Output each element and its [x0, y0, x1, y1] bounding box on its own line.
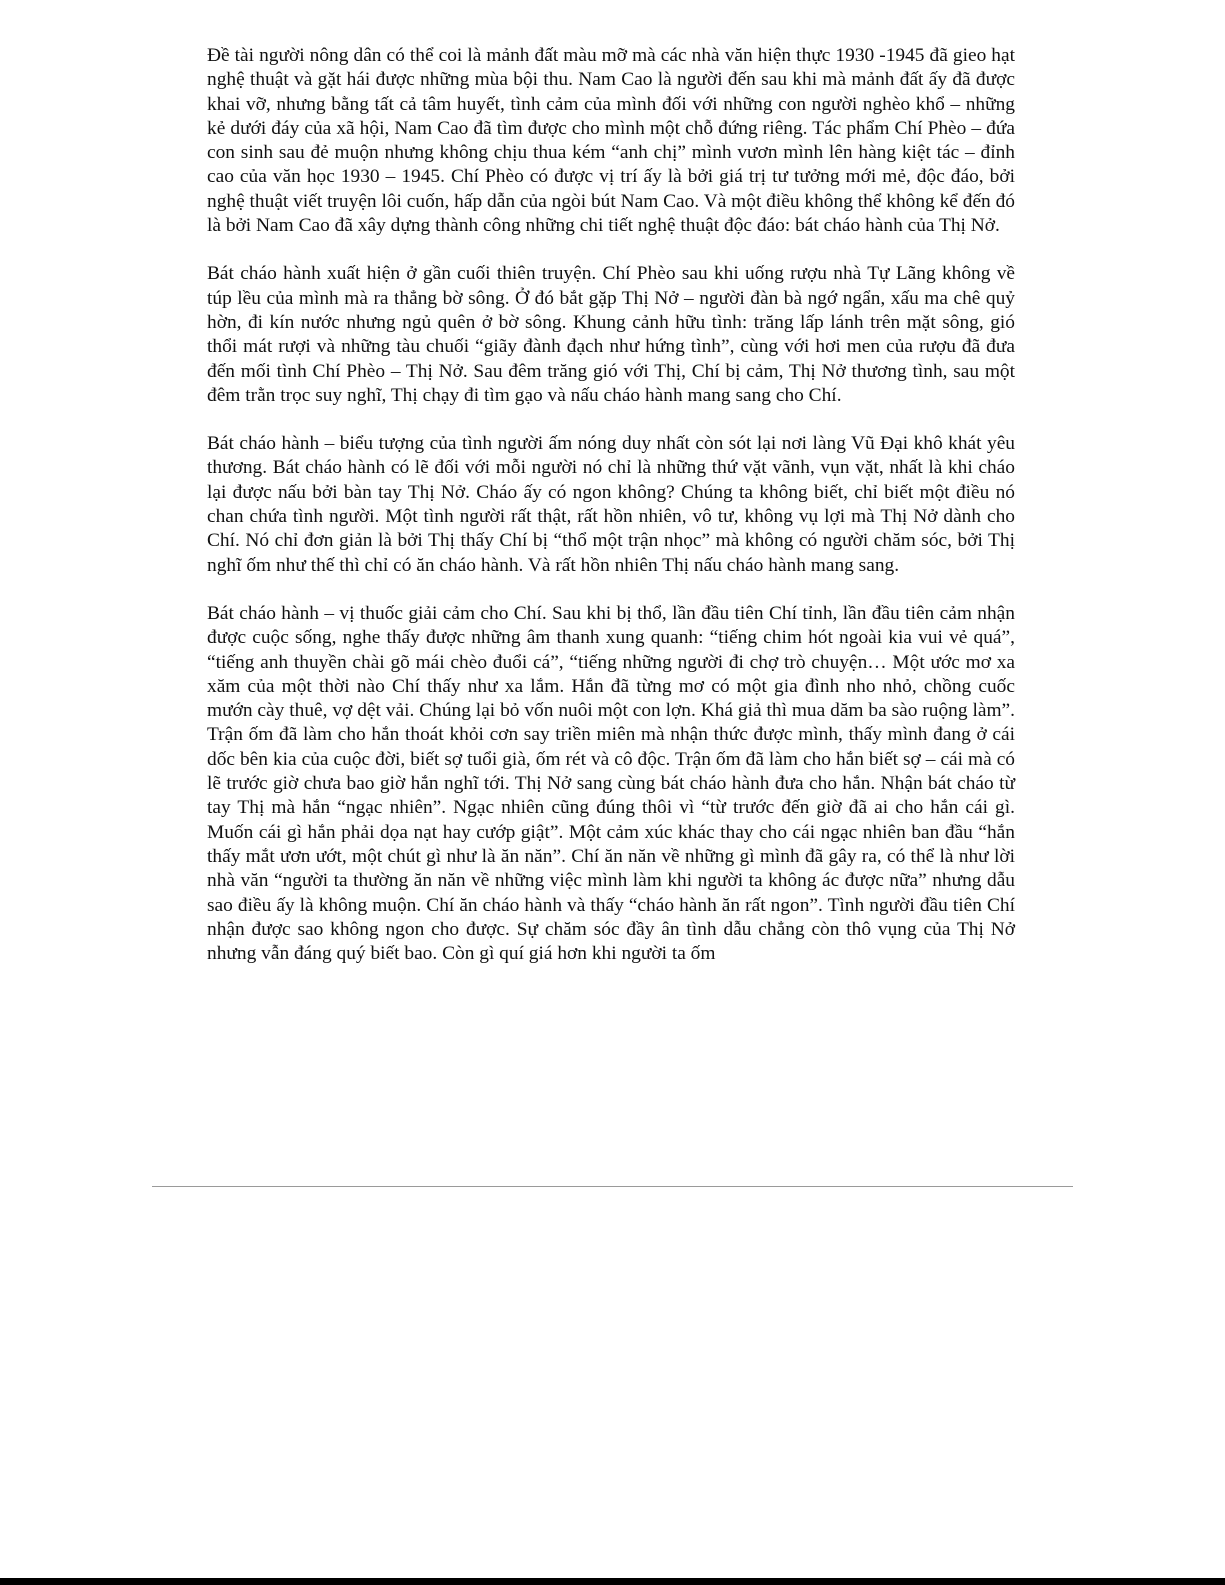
bottom-edge-bar [0, 1578, 1225, 1585]
page-divider [152, 1186, 1073, 1187]
paragraph-intro: Đề tài người nông dân có thể coi là mảnh đất màu mỡ mà các nhà văn hiện thực 1930 -1945 đã gieo hạt nghệ thuật và gặt hái được những mùa bội thu. Nam Cao là người đến sau khi mà mảnh đất ấy đã được khai vỡ, nhưng bằng tất cả tâm huyết, tình cảm của mình đối với những con người nghèo khổ – những kẻ dưới đáy của xã hội, Nam Cao đã tìm được cho mình một chỗ đứng riêng. Tác phẩm Chí Phèo – đứa con sinh sau đẻ muộn nhưng không chịu thua kém “anh chị” mình vươn mình lên hàng kiệt tác – đỉnh cao của văn học 1930 – 1945. Chí Phèo có được vị trí ấy là bởi giá trị tư tưởng mới mẻ, độc đáo, bởi nghệ thuật viết truyện lôi cuốn, hấp dẫn của ngòi bút Nam Cao. Và một điều không thể không kể đến đó là bởi Nam Cao đã xây dựng thành công những chi tiết nghệ thuật độc đáo: bát cháo hành của Thị Nở. [207, 45, 1015, 237]
document-body [207, 44, 1015, 990]
paragraph-symbol: Bát cháo hành – biểu tượng của tình người ấm nóng duy nhất còn sót lại nơi làng Vũ Đại khô khát yêu thương. Bát cháo hành có lẽ đối với mỗi người nó chỉ là những thứ vặt vãnh, vụn vặt, nhất là khi cháo lại được nấu bởi bàn tay Thị Nở. Cháo ấy có ngon không? Chúng ta không biết, chỉ biết một điều nó chan chứa tình người. Một tình người rất thật, rất hồn nhiên, vô tư, không vụ lợi mà Thị Nở dành cho Chí. Nó chỉ đơn giản là bởi Thị thấy Chí bị “thổ một trận nhọc” mà không có người chăm sóc, bởi Thị nghĩ ốm như thế thì chỉ có ăn cháo hành. Và rất hồn nhiên Thị nấu cháo hành mang sang. [207, 433, 1015, 576]
paragraph-remedy: Bát cháo hành – vị thuốc giải cảm cho Chí. Sau khi bị thổ, lần đầu tiên Chí tỉnh, lần đầu tiên cảm nhận được cuộc sống, nghe thấy được những âm thanh xung quanh: “tiếng chim hót ngoài kia vui vẻ quá”, “tiếng anh thuyền chài gõ mái chèo đuổi cá”, “tiếng những người đi chợ trò chuyện… Một ước mơ xa xăm của một thời nào Chí thấy như xa lắm. Hắn đã từng mơ có một gia đình nho nhỏ, chồng cuốc mướn cày thuê, vợ dệt vải. Chúng lại bỏ vốn nuôi một con lợn. Khá giả thì mua dăm ba sào ruộng làm”. Trận ốm đã làm cho hắn thoát khỏi cơn say triền miên mà nhận thức được mình, thấy mình đang ở cái dốc bên kia của cuộc đời, biết sợ tuổi già, ốm rét và cô độc. Trận ốm đã làm cho hắn biết sợ – cái mà có lẽ trước giờ chưa bao giờ hắn nghĩ tới. Thị Nở sang cùng bát cháo hành đưa cho hắn. Nhận bát cháo từ tay Thị mà hắn “ngạc nhiên”. Ngạc nhiên cũng đúng thôi vì “từ trước đến giờ đã ai cho hắn cái gì. Muốn cái gì hắn phải dọa nạt hay cướp giật”. Một cảm xúc khác thay cho cái ngạc nhiên ban đầu “hắn thấy mắt ươn ướt, một chút gì như là ăn năn”. Chí ăn năn về những gì mình đã gây ra, có thể là như lời nhà văn “người ta thường ăn năn về những việc mình làm khi người ta không ác được nữa” nhưng dẫu sao điều ấy là không muộn. Chí ăn cháo hành và thấy “cháo hành ăn rất ngon”. Tình người đầu tiên Chí nhận được sao không ngon cho được. Sự chăm sóc đầy ân tình dẫu chẳng còn thô vụng của Thị Nở nhưng vẫn đáng quý biết bao. Còn gì quí giá hơn khi người ta ốm [207, 602, 1015, 965]
paragraph-appearance: Bát cháo hành xuất hiện ở gần cuối thiên truyện. Chí Phèo sau khi uống rượu nhà Tự Lãng không về túp lều của mình mà ra thẳng bờ sông. Ở đó bắt gặp Thị Nở – người đàn bà ngớ ngẩn, xấu ma chê quỷ hờn, đi kín nước nhưng ngủ quên ở bờ sông. Khung cảnh hữu tình: trăng lấp lánh trên mặt sông, gió thổi mát rượi và những tàu chuối “giãy đành đạch như hứng tình”, cùng với hơi men của rượu đã đưa đến mối tình Chí Phèo – Thị Nở. Sau đêm trăng gió với Thị, Chí bị cảm, Thị Nở thương tình, sau một đêm trằn trọc suy nghĩ, Thị chạy đi tìm gạo và nấu cháo hành mang sang cho Chí. [207, 263, 1015, 406]
